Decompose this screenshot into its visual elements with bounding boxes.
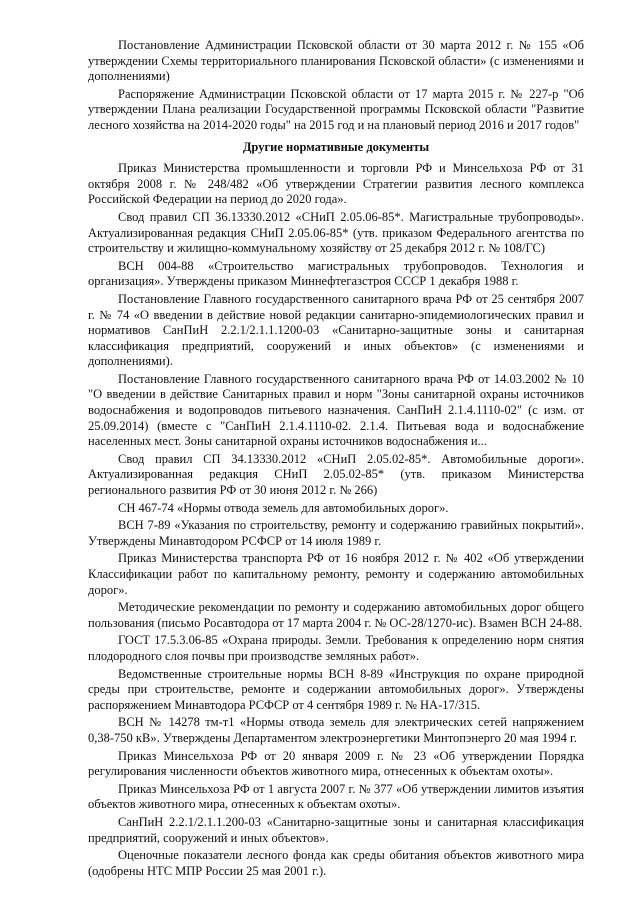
paragraph: ВСН 7-89 «Указания по строительству, ремонту и содержанию гравийных покрытий». Утверждены Минавтодором РСФСР от 14 июля 1989 г. [88, 518, 584, 548]
paragraph: Распоряжение Администрации Псковской области от 17 марта 2015 г. № 227-р "Об утверждении Плана реализации Государственной программы Псковской области "Развитие лесного хозяйства на 2014-2020 годы" на 2015 год и на плановый период 2016 и 2017 годов" [88, 86, 584, 132]
paragraph: ВСН 004-88 «Строительство магистральных трубопроводов. Технология и организация». Утверждены приказом Миннефтегазстроя СССР 1 декабря 1988 г. [88, 258, 584, 289]
paragraph: Приказ Минсельхоза РФ от 20 января 2009 г. № 23 «Об утверждении Порядка регулирования численности объектов животного мира, отнесенных к объектам охоты». [88, 748, 584, 779]
paragraph: Постановление Главного государственного санитарного врача РФ от 25 сентября 2007 г. № 74 «О введении в действие новой редакции санитарно-эпидемиологических правил и нормативов СанПиН 2.2.1/2.1.1.1200-03 «Санитарно-защитные зоны и санитарная классификация предприятий, сооружений и иных объектов» (с изменениями и дополнениями). [88, 291, 584, 369]
paragraph: Приказ Министерства промышленности и торговли РФ и Минсельхоза РФ от 31 октября 2008 г. № 248/482 «Об утверждении Стратегии развития лесного комплекса Российской Федерации на период до 2020 года». [88, 161, 584, 207]
paragraph: Ведомственные строительные нормы ВСН 8-89 «Инструкция по охране природной среды при строительстве, ремонте и содержании автомобильных дорог». Утверждены распоряжением Минавтодора РСФСР от 4 сентября 1989 г. № НА-17/315. [88, 666, 584, 712]
section-heading: Другие нормативные документы [242, 139, 430, 154]
paragraph: Постановление Администрации Псковской области от 30 марта 2012 г. № 155 «Об утверждении Схемы территориального планирования Псковской области» (с изменениями и дополнениями) [88, 38, 584, 84]
paragraph: Приказ Министерства транспорта РФ от 16 ноября 2012 г. № 402 «Об утверждении Классификации работ по капитальному ремонту, ремонту и содержанию автомобильных дорог». [88, 551, 584, 597]
paragraph: Приказ Минсельхоза РФ от 1 августа 2007 г. № 377 «Об утверждении лимитов изъятия объектов животного мира, отнесенных к объектам охоты». [88, 781, 584, 812]
paragraph: Постановление Главного государственного санитарного врача РФ от 14.03.2002 № 10 "О введении в действие Санитарных правил и норм "Зоны санитарной охраны источников водоснабжения и водопроводов питьевого назначения. СанПиН 2.1.4.1110-02" (с изм. от 25.09.2014) (вместе с "СанПиН 2.1.4.1110-02. 2.1.4. Питьевая вода и водоснабжение населенных мест. Зоны санитарной охраны источников водоснабжения и... [88, 371, 584, 449]
paragraph: Методические рекомендации по ремонту и содержанию автомобильных дорог общего пользования (письмо Росавтодора от 17 марта 2004 г. № ОС-28/1270-ис). Взамен ВСН 24-88. [88, 600, 584, 630]
paragraph: Свод правил СП 36.13330.2012 «СНиП 2.05.06-85*. Магистральные трубопроводы». Актуализированная редакция СНиП 2.05.06-85* (утв. приказом Федерального агентства по строительству и жилищно-коммунальному хозяйству от 25 декабря 2012 г. № 108/ГС) [88, 209, 584, 256]
paragraph: ВСН № 14278 тм-т1 «Нормы отвода земель для электрических сетей напряжением 0,38-750 кВ». Утверждены Департаментом электроэнергетики Минтопэнерго 20 мая 1994 г. [88, 715, 584, 745]
paragraph: ГОСТ 17.5.3.06-85 «Охрана природы. Земли. Требования к определению норм снятия плодородного слоя почвы при производстве земляных работ». [88, 633, 584, 663]
document-page [88, 38, 584, 881]
paragraph: СанПиН 2.2.1/2.1.1.200-03 «Санитарно-защитные зоны и санитарная классификация предприятий, сооружений и иных объектов». [88, 814, 584, 845]
paragraph: Свод правил СП 34.13330.2012 «СНиП 2.05.02-85*. Автомобильные дороги». Актуализированная редакция СНиП 2.05.02-85* (утв. приказом Министерства регионального развития РФ от 30 июня 2012 г. № 266) [88, 451, 584, 498]
paragraph: Оценочные показатели лесного фонда как среды обитания объектов животного мира (одобрены НТС МПР России 25 мая 2001 г.). [88, 848, 584, 878]
paragraph: СН 467-74 «Нормы отвода земель для автомобильных дорог». [118, 500, 449, 515]
